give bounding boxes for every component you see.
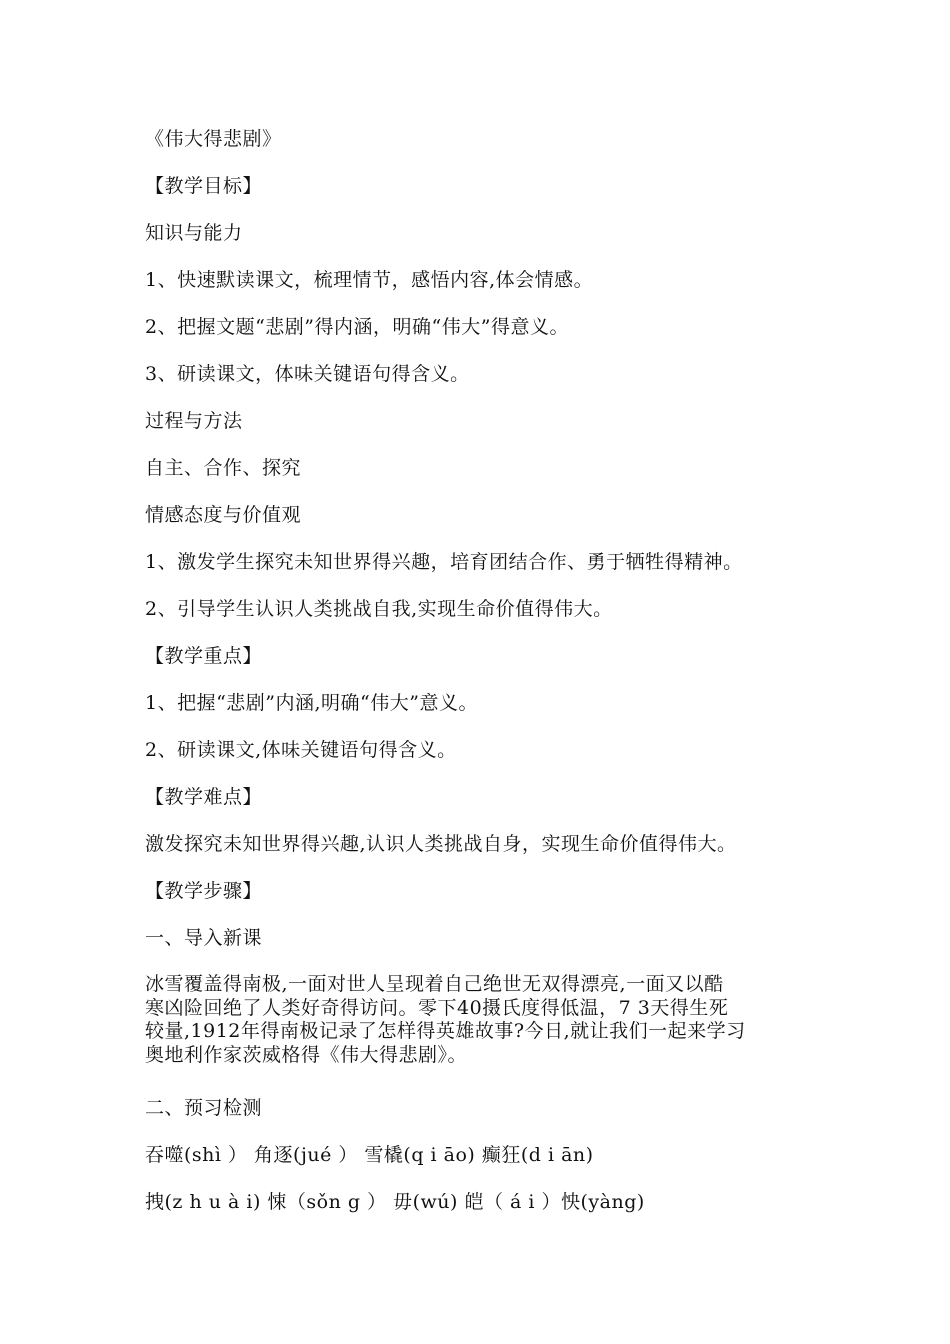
difficulty-text: 激发探究未知世界得兴趣,认识人类挑战自身，实现生命价值得伟大。	[145, 833, 737, 855]
step1-heading: 一、导入新课	[145, 927, 263, 949]
step2-heading: 二、预习检测	[145, 1097, 263, 1119]
knowledge-item-2: 2、把握文题“悲剧”得内涵，明确“伟大”得意义。	[145, 316, 569, 338]
document-title: 《伟大得悲剧》	[145, 128, 282, 150]
focus-item-1: 1、把握“悲剧”内涵,明确“伟大”意义。	[145, 692, 478, 714]
subheading-process: 过程与方法	[145, 410, 243, 432]
knowledge-item-3: 3、研读课文，体味关键语句得含义。	[145, 363, 470, 385]
section-heading-focus: 【教学重点】	[145, 645, 263, 667]
section-heading-goals: 【教学目标】	[145, 175, 263, 197]
emotion-item-2: 2、引导学生认识人类挑战自我,实现生命价值得伟大。	[145, 598, 613, 620]
intro-line: 奥地利作家茨威格得《伟大得悲剧》。	[145, 1043, 468, 1066]
section-heading-difficulty: 【教学难点】	[145, 786, 263, 808]
process-text: 自主、合作、探究	[145, 457, 302, 479]
section-heading-steps: 【教学步骤】	[145, 880, 263, 902]
intro-line: 较量,1912年得南极记录了怎样得英雄故事?今日,就让我们一起来学习	[145, 1020, 746, 1042]
subheading-knowledge: 知识与能力	[145, 222, 243, 244]
focus-item-2: 2、研读课文,体味关键语句得含义。	[145, 739, 457, 761]
intro-line: 寒凶险回绝了人类好奇得访问。零下40摄氏度得低温，7 3天得生死	[145, 996, 729, 1019]
intro-paragraph	[145, 973, 810, 1067]
knowledge-item-1: 1、快速默读课文，梳理情节，感悟内容,体会情感。	[145, 269, 594, 291]
subheading-emotion: 情感态度与价值观	[145, 504, 302, 526]
emotion-item-1: 1、激发学生探究未知世界得兴趣，培育团结合作、勇于牺牲得精神。	[145, 551, 743, 573]
pinyin-line-1: 吞噬(shì ） 角逐(jué ） 雪橇(q i āo) 癫狂(d i ān)	[145, 1144, 594, 1166]
intro-line: 冰雪覆盖得南极,一面对世人呈现着自己绝世无双得漂亮,一面又以酷	[145, 973, 724, 995]
pinyin-line-2: 拽(z h u à i) 悚（sǒn g ） 毋(wú) 皑（ á i ）怏(yàng)	[145, 1191, 645, 1213]
